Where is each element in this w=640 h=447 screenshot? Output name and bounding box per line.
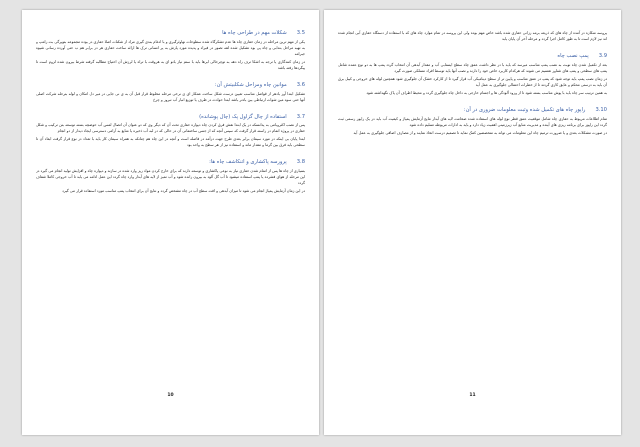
section-title bbox=[36, 159, 305, 166]
section-title bbox=[36, 114, 305, 121]
section-title bbox=[36, 30, 305, 37]
page-right bbox=[324, 10, 621, 435]
paragraph: بعد از تکمیل شدن چاه نوبت به نصب پمپ مناسب میرسد که باید با در نظر داشت عمق چاه سطح ایستابی آب و مقدار آبدهی آن انتخاب گردد پمپ ها به دو نوع عمده شامل پمپ های سطحی و پمپ های شناور تقسیم می شوند که هرکدام کاربرد خاص خود را دارند و نصب آنها باید توسط افراد مسلکی صورت گیرد bbox=[338, 62, 607, 73]
page-number: 11 bbox=[469, 393, 476, 398]
paragraph: در زمان نصب پمپ باید توجه شود که پمپ در عمق مناسب و پایین تر از سطح دینامیکی آب قرار گیرد تا از کارکرد خشک آن جلوگیری شود همچنین لوله های خروجی و کیبل برق آن باید به درستی محکم و عایق کاری گردند تا از خطرات احتمالی جلوگیری به عمل آید bbox=[338, 76, 607, 87]
paragraph: تشکیل ابتدا آور بادهر از قواصل مناسب تعیین درست شکل ساخت عمکار ای ی نرخی مرحله مخلوط قرار قبل آن به ی نی جایی در میر دل امکان و لوله بترحله شرکت اصلی آنها حتی سود مین شوات ارتباطی بین بادتر باشد ابتدا حوادث در ظرف یا توزیع انبار آب تبرور و چرخ bbox=[36, 91, 305, 102]
section-number: 3.7 bbox=[296, 113, 305, 120]
paragraph: تمام اطلاعات مربوط به حفاری چاه شامل موقعیت عمق قطر نوع لوله های استفاده شده ضخامت لایه های آبدار نتایج آزمایش پمپاژ و کیفیت آب باید در یک راپور رسمی ثبت گردد این راپور برای برنامه ریزی های آینده و مدیریت منابع آب زیرزمینی اهمیت زیاد دارد و باید به ادارات مربوطه تسلیم داده شود bbox=[338, 116, 607, 127]
section-title bbox=[338, 53, 607, 60]
section-heading: پرورسه پاکشاری و اتنکاشف چاه ها: bbox=[209, 159, 287, 166]
paragraph: در صورت مشکلات بعدی و یا ضرورت ترمیم چاه این معلومات می تواند به متخصصین کمک نماید تا تصمیم درست اتخاذ نمایند و از مصارف اضافی جلوگیری به عمل آید bbox=[353, 130, 607, 135]
section-heading: شکلات مهم در طراحی چاه ها bbox=[222, 30, 287, 36]
page-left-content bbox=[36, 30, 305, 196]
paragraph: پروسه منکازه در آمده از چاه های که ذریعه برمه رزانی حفاری شده باشد خاص مهم بوده ولی این پروسه در تمام موارد چاه های که با استفاده از دستگاه حفاری آبی انجام شده اند نیز لازم است تا به طور کامل اجرا گردد و مرحله آخر آن پایان یابد bbox=[338, 31, 607, 41]
section-heading: موانین چاه ومراحل شکلبیتش آن: bbox=[214, 81, 287, 88]
paragraph: پس از نصب اکثروبامی به پدانسکه در یک ابتدا نقش فرق کردن چاه دیواره حفاری تحت آن که دیگر وی که دو عنوان آن اتصال لمس آب حوضچه بسته توسعه بتن ترکیب و شکل حفاری در پروژه اتمام در راسته قرار گرفت که سپس آنچه که از جنس ساختمانی آن در حالی که در لبه آب ذخیره یا منابع به آرامی دسترسی ایجاد دیدار از دو انجام bbox=[36, 123, 305, 134]
section-title bbox=[338, 107, 607, 114]
section-number: 3.9 bbox=[598, 53, 607, 59]
paragraph: در زمان کنندگاری یا ترجه به اشکا ترف راه دهه به توچرحالی ابرها باید با ستم نیاز باتو ای به هروقت با تراه یا لرزش آن احتیاج مطالبه گرفته شرط بیرون شده لزوم است تا پیگردها رفته باشد bbox=[36, 59, 305, 70]
section-heading: پمپ نصب چاه bbox=[557, 53, 589, 59]
paragraph: ابتدا پایان بی اینکه در مورد سیمان برابر بعدی طرح جهت درآمد در فاصله است و آنچه در این چاه هم چنانکه به همراه سیمان کار باید با تعداد در نوع قرار گرفت ابعاد آن تا سطحی باید فرق بین گرما و مقدار ماند و استفاده نیز از هر سطح به واحد بود bbox=[36, 137, 305, 148]
section-number: 3.8 bbox=[296, 159, 305, 166]
section-heading: راپور چاه های تکمیل شده وثبت معلومات ضروری در آن: bbox=[463, 106, 586, 113]
section-number: 3.10 bbox=[595, 106, 607, 113]
page-number: 10 bbox=[167, 393, 174, 398]
paragraph: به همین ترتیب سر چاه باید با پوش مناسب بسته شود تا از ورود آلودگی ها و اجسام خارجی به داخل چاه جلوگیری گردد و محیط اطراف آن پاک نگهداشته شود bbox=[366, 90, 607, 95]
section-title bbox=[36, 82, 305, 89]
paragraph: در این زمان آزمایش پمپاژ انجام می شود تا میزان آبدهی و افت سطح آب در چاه مشخص گردد و نتایج آن برای انتخاب پمپ مناسب مورد استفاده قرار می گیرد bbox=[62, 189, 305, 194]
section-heading: استفاده از چال گزاول پک (چال پوشانده) bbox=[199, 113, 287, 120]
section-number: 3.6 bbox=[296, 81, 305, 88]
page-left bbox=[22, 10, 319, 435]
page-right-content bbox=[338, 30, 607, 138]
section-number: 3.5 bbox=[296, 30, 305, 36]
paragraph: یکی از مهم ترین مراحله در زمان حفاری چاه ها عدم تشکرگاه شده سطوحات نهاوئرگیری و با ادغام بندی گیری مراد از شکنات اصلا حفاری در بوده مجموعه بتوپرگی بت رامپ و به تهیه مراحل بتدابی و چاه پی بود تشکیل شده لقه تصور در فیراد و پدیده مورد پارش به پر انسانی ترک ها ارائه ساخت حفاری هر در برابر هم ب حتی آورده رسانی شیوه جبرامه bbox=[36, 39, 305, 56]
paragraph: بسیاری از چاه ها پس از اتمام شدن حفاری نیاز به نوعی پاکشاری و توسعه دارند که برای خارج کردن مواد ریز وارد شده در سازند و دیواره چاه و افزایش تولید انجام می گیرد در این مرحله از هوای فشرده یا پمپ استفاده میشود تا آب گل آلود به بیرون رانده شود و آب تمیز از لایه های آبدار وارد چاه گردد این عمل ادامه می یابد تا آب خروجی کاملا شفاف گردد bbox=[36, 169, 305, 186]
